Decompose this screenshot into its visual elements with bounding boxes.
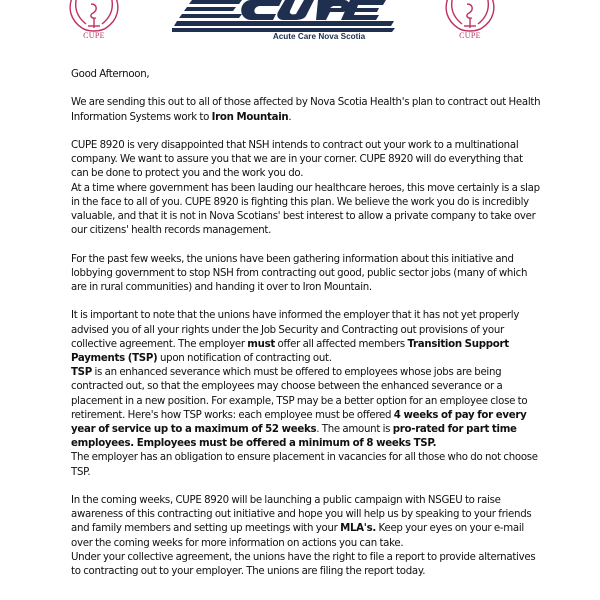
text: At a time where government has been lauding our healthcare heroes, this move certainly is a slap in the face to all of you. CUPE 8920 is fighting this plan. We believe the work you do is incredibly valuable, and that it is not in Nova Scotians' best interest to allow a private company to take over our citizens' health records management. (71, 182, 540, 237)
logo-local-number: Local 8920 (468, 20, 513, 30)
paragraph-disappointed (71, 139, 541, 238)
bold-text: MLA's. (340, 523, 376, 535)
text: Under your collective agreement, the unions have the right to file a report to provide alternatives to contracting out to your employer. The unions are filing the report today. (71, 551, 536, 578)
text: The employer has an obligation to ensure placement in vacancies for all those who do not choose TSP. (71, 452, 538, 478)
text: is an enhanced severance which must be offered to employees whose jobs are being contracted out, so that the employees may choose between the enhanced severance or a placement in a new position. For example, TSP may be a better option for an employee close to retirement. Here's how TSP works: each employee must be offered (71, 367, 528, 421)
text: It is important to note that the unions have informed the employer that it has not yet properly advised you of all your rights under the Job Security and Contracting out provisions of your collective agreement. The employer (71, 310, 520, 350)
text: . The amount is (316, 424, 393, 436)
paragraph-lobbying: For the past few weeks, the unions have been gathering information about this initiative and lobbying government to stop NSH from contracting out good, public sector jobs (many of which are in rural communities) and handing it over to Iron Mountain. (71, 253, 528, 293)
text: In the coming weeks, CUPE 8920 will be launching a public campaign with NSGEU to raise awareness of this contracting out initiative and hope you will help us by speaking to your friends and family members and setting up meetings with your (71, 495, 532, 535)
paragraph-campaign (71, 494, 541, 579)
letterhead (0, 0, 600, 52)
paragraph-tsp (71, 309, 541, 479)
cupe-wordmark-logo (172, 0, 408, 34)
emblem-label: CUPE (83, 31, 105, 40)
logo-subtitle: Acute Care Nova Scotia (272, 32, 366, 41)
bold-text: Iron Mountain (211, 111, 289, 123)
text: . (288, 111, 292, 123)
letter-body (71, 68, 541, 593)
emblem-label: CUPE (459, 31, 481, 40)
cupe-emblem-left (64, 0, 124, 48)
bold-text: 4 weeks of pay for every year of service up to a maximum of 52 weeks (71, 409, 527, 436)
bold-text: pro-rated for part time employees. Employees must be offered a minimum of 8 weeks TSP. (71, 424, 517, 450)
greeting: Good Afternoon, (71, 69, 150, 80)
text: upon notification of contracting out. (157, 353, 332, 364)
text: offer all affected members (274, 338, 408, 350)
text: Keep your eyes on your e-mail over the coming weeks for more information on actions you can take. (71, 523, 524, 549)
bold-text: TSP (71, 367, 92, 379)
paragraph-intro (71, 96, 541, 124)
cupe-emblem-right (440, 0, 500, 48)
bold-text: Transition Support Payments (TSP) (71, 338, 509, 364)
text: We are sending this out to all of those affected by Nova Scotia Health's plan to contract out Health Information Systems work to (71, 97, 541, 123)
bold-text: must (247, 338, 275, 350)
text: CUPE 8920 is very disappointed that NSH intends to contract out your work to a multinational company. We want to assure you that we are in your corner. CUPE 8920 will do everything that can be done to protect you and the work you do. (71, 139, 523, 180)
